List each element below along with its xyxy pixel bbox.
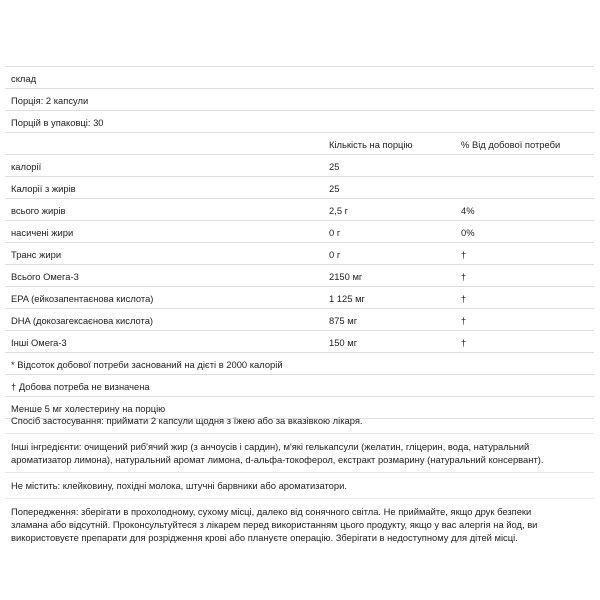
table-row xyxy=(5,309,594,331)
footnote-row xyxy=(5,375,594,397)
table-row xyxy=(5,199,594,221)
nutrient-name: DHA (докозагексаєнова кислота) xyxy=(11,315,154,326)
free-of-line: Не містить: клейковину, похідні молока, штучні барвники або ароматизатори. xyxy=(11,480,347,491)
warning-line: Попередження: зберігати в прохолодному, сухому місці, далеко від сонячного світла. Не приймайте, якщо друк безпеки xyxy=(11,506,532,517)
nutrient-amount: 25 xyxy=(329,161,340,172)
nutrient-name: всього жирів xyxy=(11,205,66,216)
serving-size-row xyxy=(5,89,594,111)
footnote-row xyxy=(5,353,594,375)
nutrient-name: EPA (ейкозапентаєнова кислота) xyxy=(11,293,154,304)
table-row xyxy=(5,287,594,309)
amount-header: Кількість на порцію xyxy=(329,139,413,150)
table-title: склад xyxy=(11,73,37,84)
nutrient-amount: 150 мг xyxy=(329,337,358,348)
nutrient-amount: 2,5 г xyxy=(329,205,349,216)
table-title-row xyxy=(5,67,594,89)
nutrient-daily-value: † xyxy=(461,337,467,348)
table-row xyxy=(5,243,594,265)
servings-per-container: Порцій в упаковці: 30 xyxy=(11,117,104,128)
table-row xyxy=(5,221,594,243)
other-ingredients-paragraph xyxy=(5,433,594,472)
nutrient-daily-value: 4% xyxy=(461,205,475,216)
supplement-facts-table xyxy=(5,66,594,419)
servings-per-container-row xyxy=(5,111,594,133)
ingredients-line: Інші інгредієнти: очищений риб'ячий жир (з анчоусів і сардин), м'які гелькапсули (желатин, гліцерин, вода, натуральний xyxy=(11,441,530,452)
nutrient-name: калорії xyxy=(11,161,42,172)
nutrient-amount: 2150 мг xyxy=(329,271,363,282)
nutrient-amount: 25 xyxy=(329,183,340,194)
daily-value-header: % Від добової потреби xyxy=(461,139,561,150)
table-row xyxy=(5,265,594,287)
usage-line: Спосіб застосування: приймати 2 капсули щодня з їжею або за вказівкою лікаря. xyxy=(11,415,363,426)
nutrient-daily-value: † xyxy=(461,271,467,282)
nutrient-amount: 0 г xyxy=(329,227,341,238)
serving-size: Порція: 2 капсули xyxy=(11,95,89,106)
product-information xyxy=(5,413,594,550)
nutrient-daily-value: 0% xyxy=(461,227,475,238)
nutrient-daily-value: † xyxy=(461,249,467,260)
nutrient-name: Калорії з жирів xyxy=(11,183,76,194)
table-row xyxy=(5,177,594,199)
ingredients-line: ароматизатор лимона), натуральний аромат лимона, d-альфа-токоферол, екстракт розмарину (натуральний консервант). xyxy=(11,454,544,465)
table-row xyxy=(5,155,594,177)
nutrient-amount: 875 мг xyxy=(329,315,358,326)
nutrient-name: Всього Омега-3 xyxy=(11,271,79,282)
nutrient-amount: 0 г xyxy=(329,249,341,260)
free-of-paragraph xyxy=(5,472,594,498)
footnote-cholesterol: Менше 5 мг холестерину на порцію xyxy=(11,403,166,414)
nutrient-name: насичені жири xyxy=(11,227,74,238)
warning-line: зламана або відсутній. Проконсультуйтеся з лікарем перед використанням цього продукту, якщо у вас алергія на йод, ви xyxy=(11,519,538,530)
footnote-not-established: † Добова потреба не визначена xyxy=(11,381,150,392)
nutrient-daily-value: † xyxy=(461,315,467,326)
table-row xyxy=(5,331,594,353)
nutrient-daily-value: † xyxy=(461,293,467,304)
usage-paragraph xyxy=(5,413,594,433)
nutrient-name: Транс жири xyxy=(11,249,62,260)
column-header-row xyxy=(5,133,594,155)
nutrient-amount: 1 125 мг xyxy=(329,293,365,304)
warning-line: використовуєте препарати для розрідження крові або плануєте операцію. Зберігати в недоступному для дітей місці. xyxy=(11,532,518,543)
footnote-daily-value: * Відсоток добової потреби заснований на дієті в 2000 калорій xyxy=(11,359,283,370)
warning-paragraph xyxy=(5,498,594,550)
nutrient-name: Інші Омега-3 xyxy=(11,337,67,348)
